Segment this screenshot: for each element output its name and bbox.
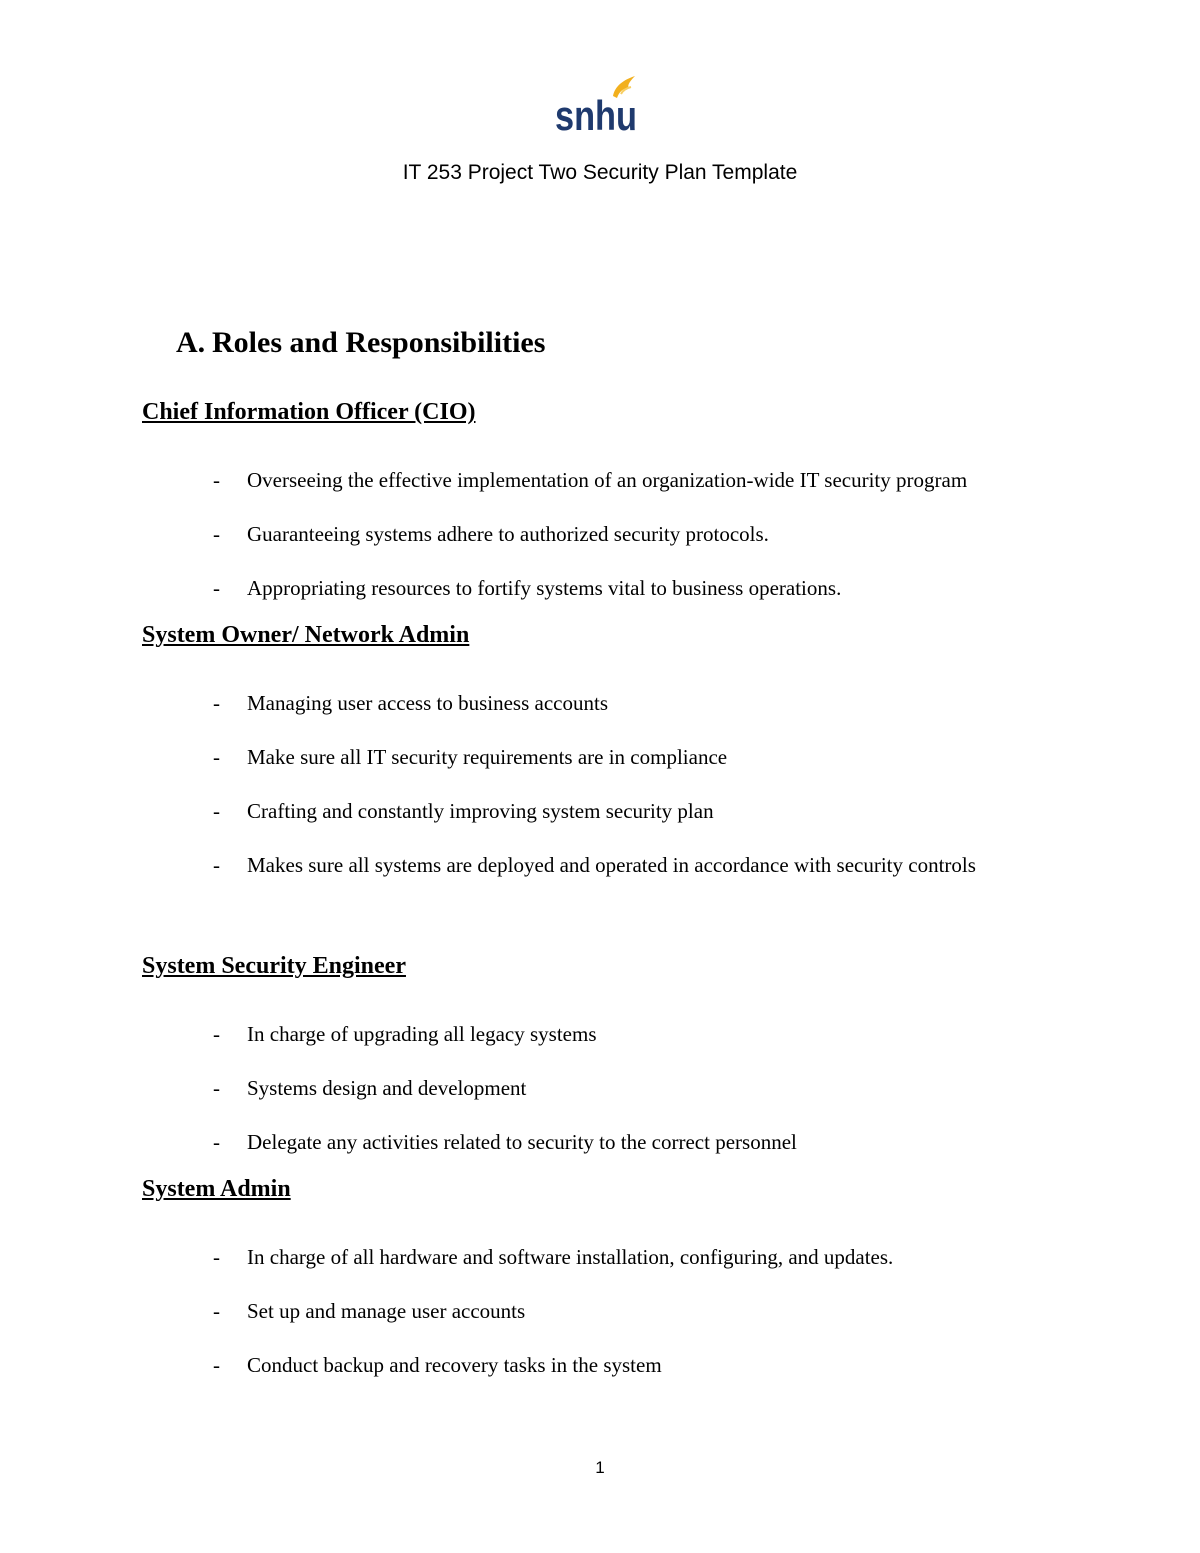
duty-list xyxy=(142,453,1082,615)
duty-text: Delegate any activities related to security to the correct personnel xyxy=(247,1130,797,1154)
roles-list xyxy=(142,395,1082,1395)
page-number: 1 xyxy=(595,1458,605,1477)
duty-list xyxy=(142,1230,1082,1392)
bullet-dash: - xyxy=(213,576,220,600)
duty-text: In charge of upgrading all legacy systems xyxy=(247,1022,597,1046)
duty-text: Overseeing the effective implementation of an organization-wide IT security program xyxy=(247,468,968,492)
role-system-owner xyxy=(142,618,1082,946)
bullet-dash: - xyxy=(213,1022,220,1046)
bullet-dash: - xyxy=(213,853,220,877)
duty-text: Guaranteeing systems adhere to authorized security protocols. xyxy=(247,522,769,546)
duty-item xyxy=(142,1230,1082,1284)
logo-wordmark: snhu xyxy=(555,92,637,139)
duty-text: Set up and manage user accounts xyxy=(247,1299,526,1323)
duty-text: Makes sure all systems are deployed and operated in accordance with security controls xyxy=(247,853,976,877)
role-title: System Security Engineer xyxy=(142,953,406,979)
section-letter: A. xyxy=(176,326,206,359)
snhu-logo xyxy=(555,74,639,139)
bullet-dash: - xyxy=(213,522,220,546)
section-heading xyxy=(176,324,545,362)
duty-text: In charge of all hardware and software installation, configuring, and updates. xyxy=(247,1245,894,1269)
duty-item xyxy=(142,1284,1082,1338)
duty-item xyxy=(142,561,1082,615)
duty-item xyxy=(142,730,1082,784)
duty-text: Make sure all IT security requirements are in compliance xyxy=(247,745,728,769)
role-security-engineer xyxy=(142,949,1082,1169)
document-title: IT 253 Project Two Security Plan Template xyxy=(402,161,798,184)
duty-item xyxy=(142,453,1082,507)
duty-item xyxy=(142,676,1082,730)
duty-text: Systems design and development xyxy=(247,1076,527,1100)
snhu-logo-graphic xyxy=(555,74,639,139)
duty-item xyxy=(142,1338,1082,1392)
role-title: Chief Information Officer (CIO) xyxy=(142,399,476,425)
bullet-dash: - xyxy=(213,1076,220,1100)
bullet-dash: - xyxy=(213,1299,220,1323)
duty-list xyxy=(142,676,1082,946)
duty-list xyxy=(142,1007,1082,1169)
duty-item xyxy=(142,1061,1082,1115)
section-title: Roles and Responsibilities xyxy=(212,326,546,359)
duty-item xyxy=(142,1115,1082,1169)
bullet-dash: - xyxy=(213,1245,220,1269)
duty-text: Appropriating resources to fortify systems vital to business operations. xyxy=(247,576,842,600)
bullet-dash: - xyxy=(213,691,220,715)
role-system-admin xyxy=(142,1172,1082,1392)
bullet-dash: - xyxy=(213,1353,220,1377)
duty-item xyxy=(142,1007,1082,1061)
role-title: System Admin xyxy=(142,1176,291,1202)
bullet-dash: - xyxy=(213,1130,220,1154)
duty-text: Managing user access to business accounts xyxy=(247,691,608,715)
duty-text: Crafting and constantly improving system security plan xyxy=(247,799,714,823)
role-cio xyxy=(142,395,1082,615)
bullet-dash: - xyxy=(213,799,220,823)
role-title: System Owner/ Network Admin xyxy=(142,622,470,648)
duty-item xyxy=(142,784,1082,838)
duty-item xyxy=(142,838,987,946)
duty-item xyxy=(142,507,1082,561)
duty-text: Conduct backup and recovery tasks in the system xyxy=(247,1353,662,1377)
bullet-dash: - xyxy=(213,468,220,492)
bullet-dash: - xyxy=(213,745,220,769)
